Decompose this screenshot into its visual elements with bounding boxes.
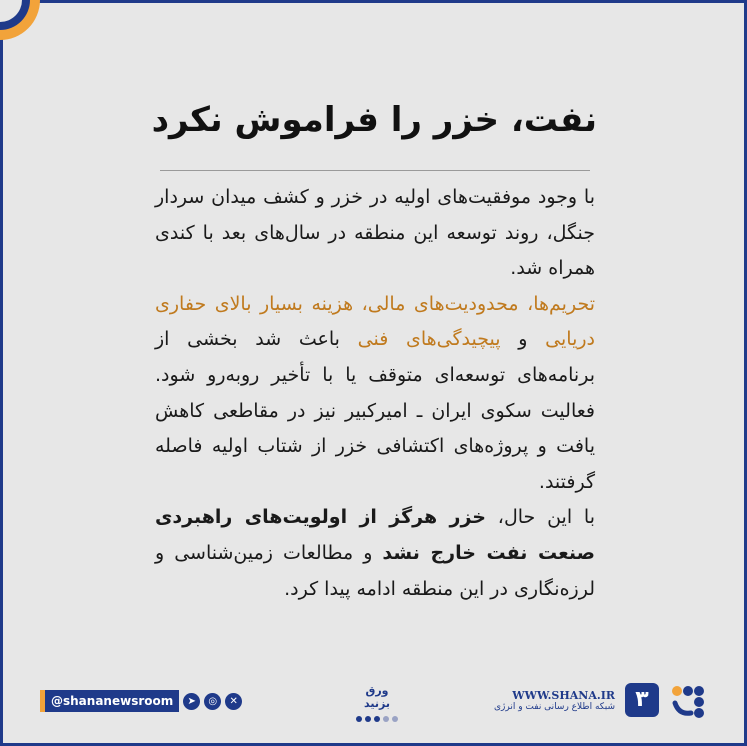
telegram-icon[interactable]: ➤ bbox=[183, 693, 200, 710]
paragraph-3-rest: و مطالعات زمین‌شناسی و لرزه‌نگاری در این منطقه ادامه پیدا کرد. bbox=[155, 541, 595, 600]
swipe-hint[interactable] bbox=[352, 684, 402, 722]
page-dot bbox=[374, 716, 380, 722]
page-dot bbox=[392, 716, 398, 722]
page-dot bbox=[356, 716, 362, 722]
title-divider bbox=[160, 170, 590, 171]
conjunction: و bbox=[500, 328, 546, 351]
corner-decoration-icon bbox=[0, 0, 48, 48]
highlight-technical: پیچیدگی‌های فنی bbox=[357, 328, 501, 351]
swipe-label: ورق بزنید bbox=[364, 684, 390, 710]
paragraph-2-rest: باعث شد بخشی از برنامه‌های توسعه‌ای متوقف یا با تأخیر روبه‌رو شود. فعالیت سکوی ایران ـ امیرکبیر نیز در مقاطعی کاهش یافت و پروژه‌های اکتشافی خزر از شتاب اولیه فاصله گرفتند. bbox=[155, 328, 595, 493]
paragraph-3-start: با این حال، bbox=[486, 506, 595, 529]
paragraph-3 bbox=[155, 500, 595, 607]
shana-logo-icon bbox=[669, 681, 707, 719]
x-icon[interactable]: ✕ bbox=[225, 693, 242, 710]
brand-text bbox=[494, 689, 615, 712]
brand-url[interactable]: WWW.SHANA.IR bbox=[512, 688, 615, 702]
article-body bbox=[155, 180, 595, 607]
bold-statement: خزر هرگز از اولویت‌های راهبردی صنعت نفت خارج نشد bbox=[155, 506, 595, 564]
page-dot bbox=[383, 716, 389, 722]
highlight-constraints: تحریم‌ها، محدودیت‌های مالی، هزینه بسیار بالای حفاری دریایی bbox=[155, 292, 595, 351]
instagram-icon[interactable]: ◎ bbox=[204, 693, 221, 710]
page-dots bbox=[352, 716, 402, 722]
brand-block bbox=[494, 680, 707, 720]
social-handle[interactable]: @shananewsroom bbox=[40, 690, 179, 712]
page-title: نفت، خزر را فراموش نکرد bbox=[151, 100, 597, 140]
page-dot bbox=[365, 716, 371, 722]
page-number: ۳ bbox=[625, 683, 659, 717]
social-bar bbox=[40, 690, 242, 712]
paragraph-1: با وجود موفقیت‌های اولیه در خزر و کشف میدان سردار جنگل، روند توسعه این منطقه در سال‌های بعد با کندی همراه شد. bbox=[155, 186, 595, 280]
brand-name: شبکه اطلاع رسانی نفت و انرژی bbox=[494, 701, 615, 712]
paragraph-2 bbox=[155, 287, 595, 501]
